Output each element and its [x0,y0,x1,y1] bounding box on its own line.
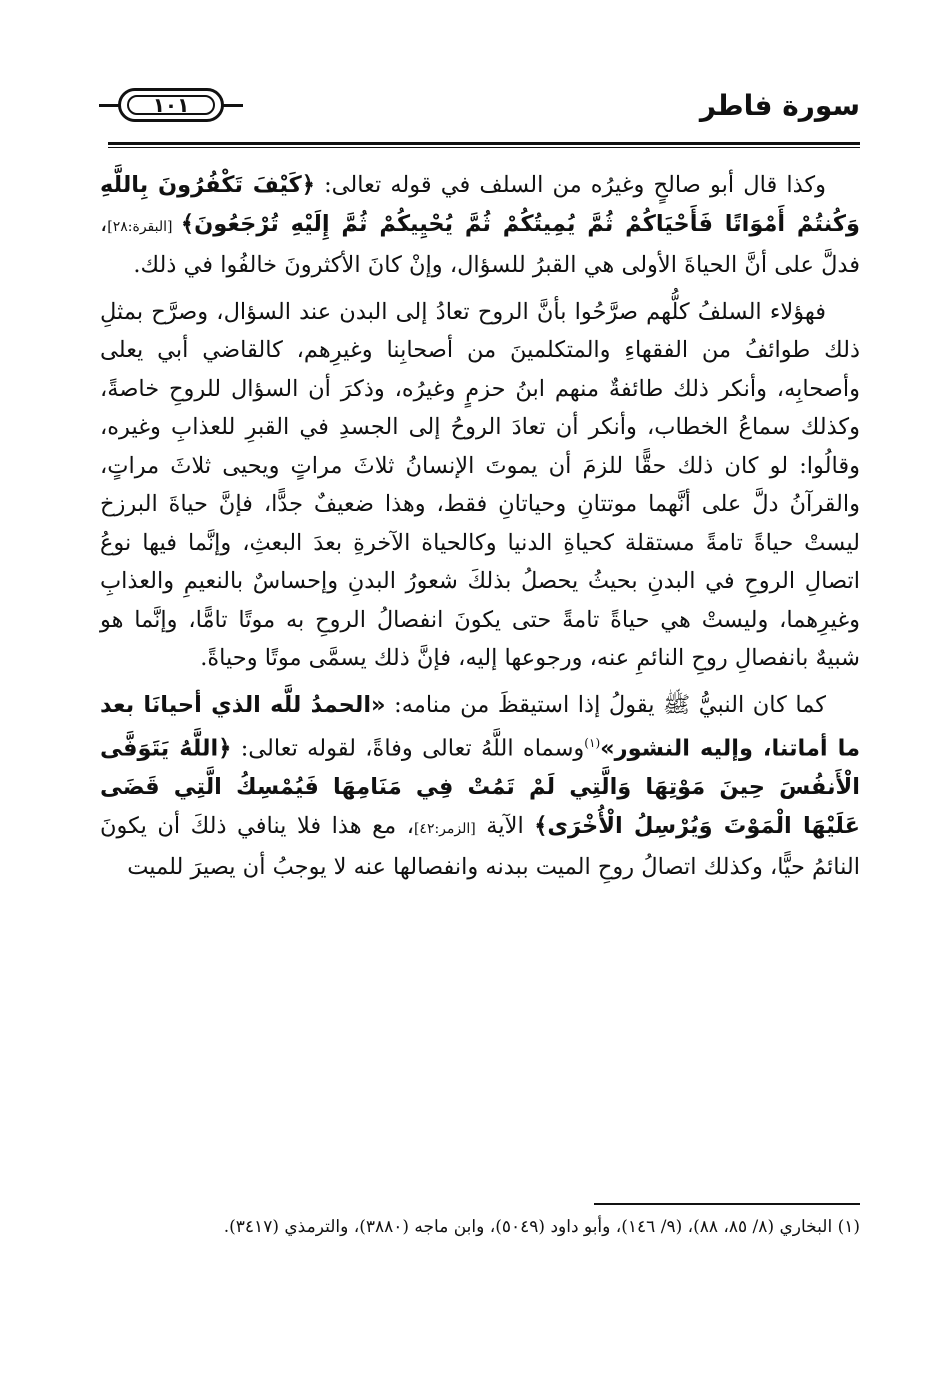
quote-text: ﴿اللَّهُ يَتَوَفَّى الْأَنفُسَ حِينَ مَوْتِهَا وَالَّتِي لَمْ تَمُتْ فِي مَنَامِهَا فَيُمْسِكُ الَّتِي قَضَى عَلَيْهَا الْمَوْتَ وَيُرْسِلُ الْأُخْرَى﴾ [100,735,860,839]
body-segment: الآية [475,812,535,839]
body-segment: وسماه اللَّهُ تعالى وفاةً، لقوله تعالى: [231,735,585,762]
header-rule [108,142,860,145]
verse-reference: [البقرة:٢٨] [107,218,181,235]
quote-text: ﴿كَيْفَ تَكْفُرُونَ بِاللَّهِ وَكُنتُمْ أَمْوَاتًا فَأَحْيَاكُمْ ثُمَّ يُمِيتُكُمْ ثُمَّ يُحْيِيكُمْ ثُمَّ إِلَيْهِ تُرْجَعُونَ﴾ [100,172,860,237]
body-segment: ، فدلَّ على أنَّ الحياةَ الأولى هي القبرُ للسؤال، وإنْ كانَ الأكثرونَ خالفُوا في ذلك. [100,210,860,278]
quote-text: «الحمدُ للَّه الذي أحيانَا بعد ما أماتنا، وإليه النشور» [100,691,860,762]
body-segment: فهؤلاء السلفُ كلُّهم صرَّحُوا بأنَّ الروح تعادُ إلى البدن عند السؤال، وصرَّح بمثلِ ذلك طوائفُ من الفقهاءِ والمتكلمينَ من أصحابِنا وغيرِهم، كالقاضي أبي يعلى وأصحابِه، وأنكر ذلك طائفةٌ منهم ابنُ حزمٍ وغيرُه، وذكرَ أن السؤال للروحِ خاصةً، وكذلك سماعُ الخطاب، وأنكر أن تعادَ الروحُ إلى الجسدِ في القبرِ للعذابِ وغيره، وقالُوا: لو كان ذلك حقًّا للزمَ أن يموتَ الإنسانُ ثلاثَ مراتٍ ويحيى ثلاثَ مراتٍ، والقرآنُ دلَّ على أنَّهما موتتانِ وحياتانِ فقط، وهذا ضعيفٌ جدًّا، فإنَّ حياةَ البرزخ ليستْ حياةً تامةً مستقلة كحياةِ الدنيا وكالحياة الآخرةِ بعدَ البعثِ، وإنَّما فيها نوعُ اتصالِ الروحِ في البدنِ بحيثُ يحصلُ بذلكَ شعورُ البدنِ وإحساسٌ بالنعيمِ والعذابِ وغيرِهما، وليستْ هي حياةً تامةً حتى يكونَ انفصالُ الروحِ به موتًا تامًّا، وإنَّما هو شبيهٌ بانفصالِ روحِ النائمِ عنه، ورجوعها إليه، فإنَّ ذلك يسمَّى موتًا وحياةً. [100,298,860,671]
paragraph [100,166,860,285]
footnote-separator [594,1203,860,1205]
footnote-1: (١) البخاري (٨/ ٨٥، ٨٨)، (٩/ ١٤٦)، وأبو داود (٥٠٤٩)، وابن ماجه (٣٨٨٠)، والترمذي (٣٤١٧). [223,1217,860,1237]
paragraph [100,293,860,678]
page-number: ١٠١ [152,93,190,117]
body-segment: كما كان النبيُّ ﷺ يقولُ إذا استيقظَ من منامه: [385,691,826,718]
surah-title: سورة فاطر [699,89,860,122]
header-rule-thin [108,147,860,148]
body-segment: وكذا قال أبو صالحٍ وغيرُه من السلف في قوله تعالى: [314,172,826,198]
verse-reference: [الزمر:٤٢] [413,820,476,837]
paragraph [100,686,860,887]
body-segment: ، مع هذا فلا ينافي ذلكَ أن يكونَ النائمُ حيًّا، وكذلك اتصالُ روحِ الميت ببدنه وانفصالها عنه لا يوجبُ أن يصيرَ للميت [100,812,860,880]
body-text [100,166,860,895]
footnote-marker: (١) [584,736,601,750]
page-number-frame [118,88,224,122]
page-header [100,86,860,136]
